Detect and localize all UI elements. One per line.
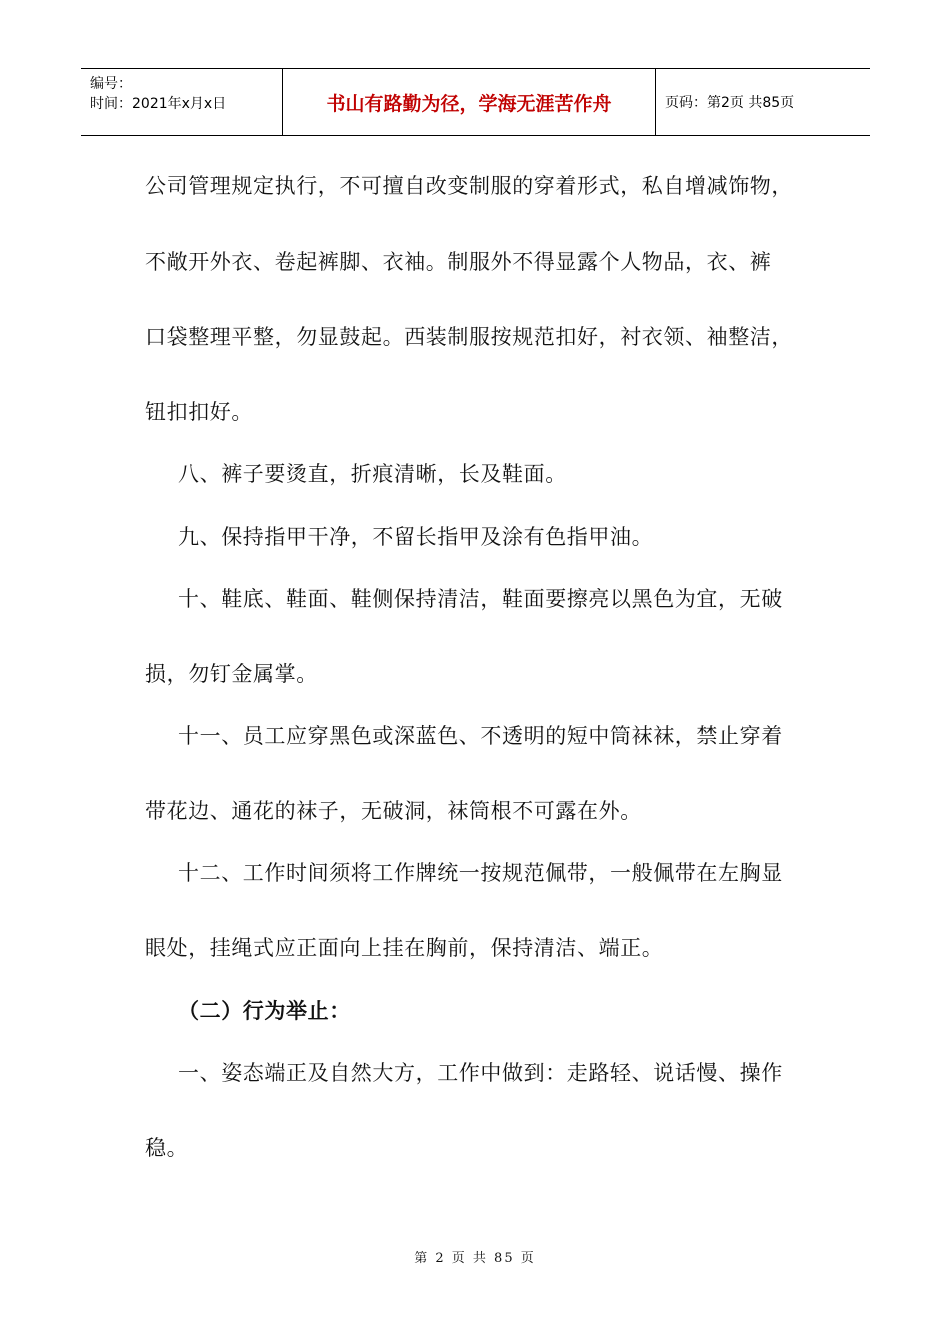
body-line: 九、保持指甲干净，不留长指甲及涂有色指甲油。	[178, 525, 654, 549]
body-line: 损，勿钉金属掌。	[145, 662, 318, 686]
header-page-code: 页码：第2页 共85页	[665, 95, 795, 111]
header-page-cell	[655, 69, 870, 135]
body-line: 十、鞋底、鞋面、鞋侧保持清洁，鞋面要擦亮以黑色为宜，无破	[178, 587, 783, 611]
body-line: 口袋整理平整，勿显鼓起。西装制服按规范扣好，衬衣领、袖整洁，	[145, 325, 793, 349]
body-line: 带花边、通花的袜子，无破洞，袜筒根不可露在外。	[145, 799, 642, 823]
header-motto-cell	[282, 69, 656, 135]
body-line: 不敞开外衣、卷起裤脚、衣袖。制服外不得显露个人物品，衣、裤	[145, 250, 772, 274]
body-line: 稳。	[145, 1136, 189, 1160]
body-line: 钮扣扣好。	[145, 400, 253, 424]
body-line: 公司管理规定执行，不可擅自改变制服的穿着形式，私自增减饰物，	[145, 174, 793, 198]
body-line: 眼处，挂绳式应正面向上挂在胸前，保持清洁、端正。	[145, 936, 664, 960]
body-line: 一、姿态端正及自然大方，工作中做到：走路轻、说话慢、操作	[178, 1061, 783, 1085]
document-number-label: 编号：	[90, 76, 132, 92]
document-header	[81, 68, 870, 136]
page-footer: 第 2 页 共 85 页	[414, 1251, 536, 1266]
header-info-cell	[81, 69, 282, 135]
body-line: 十二、工作时间须将工作牌统一按规范佩带，一般佩带在左胸显	[178, 861, 783, 885]
document-time-label: 时间：2021年x月x日	[90, 96, 227, 112]
section-heading: （二）行为举止：	[178, 998, 351, 1023]
body-line: 十一、员工应穿黑色或深蓝色、不透明的短中筒袜袜，禁止穿着	[178, 724, 783, 748]
body-line: 八、裤子要烫直，折痕清晰，长及鞋面。	[178, 462, 567, 486]
header-motto: 书山有路勤为径，学海无涯苦作舟	[326, 92, 612, 115]
